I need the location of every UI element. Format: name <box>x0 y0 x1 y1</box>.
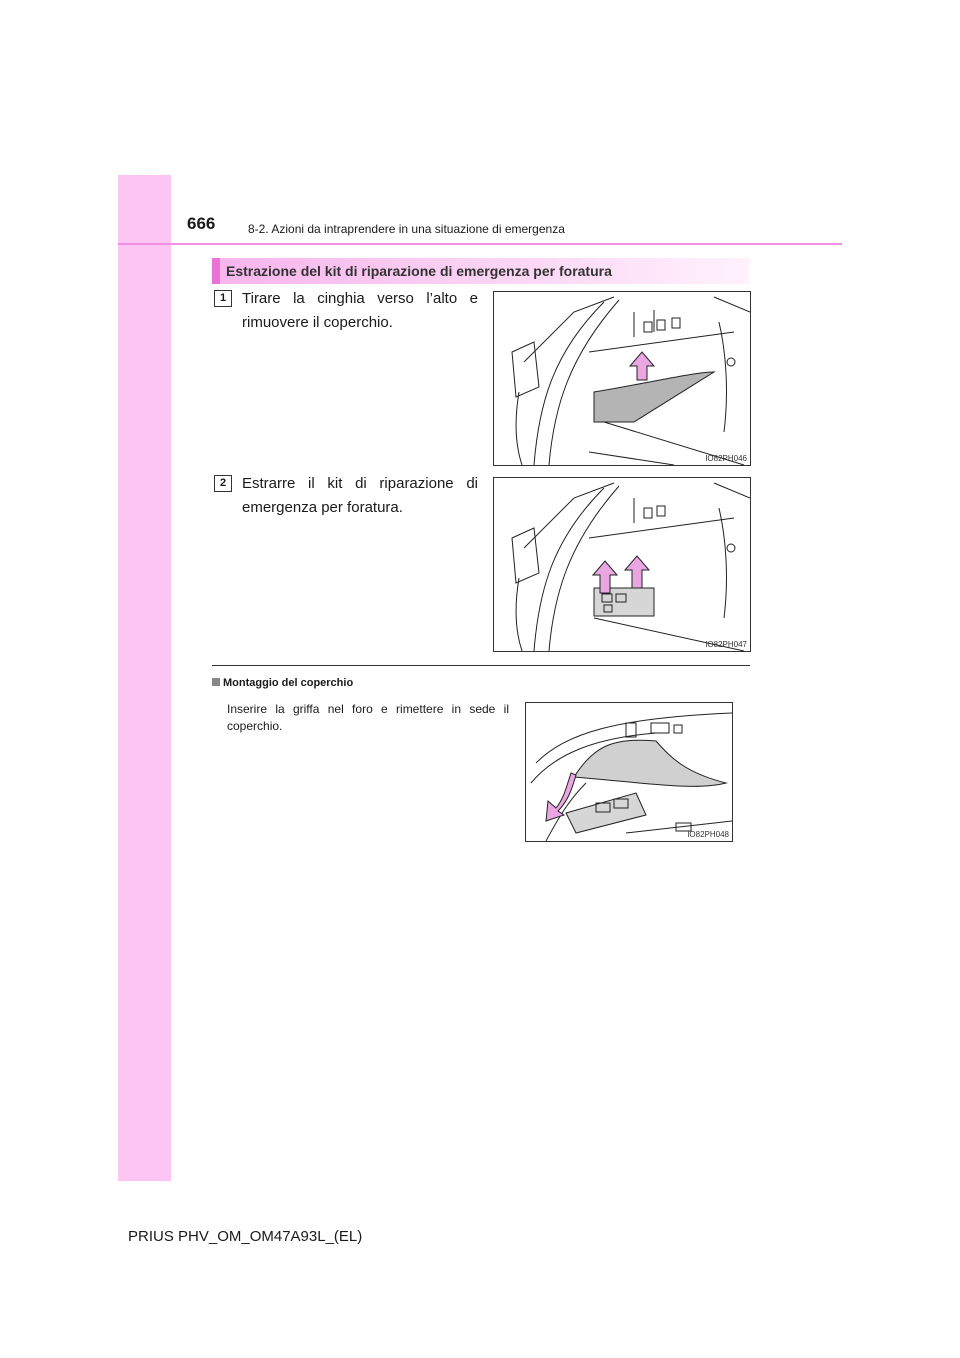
figure-extract-kit <box>493 477 751 652</box>
step-number-2: 2 <box>214 475 232 492</box>
header-rule <box>118 243 842 245</box>
trunk-illustration-2 <box>494 478 750 651</box>
section-title: Estrazione del kit di riparazione di emergenza per foratura <box>226 263 612 279</box>
subsection-text: Inserire la griffa nel foro e rimettere in sede il coperchio. <box>227 702 509 733</box>
section-marker <box>212 258 220 284</box>
step-1-text: Tirare la cinghia verso l’alto e rimuovere il coperchio. <box>242 290 478 331</box>
section-divider <box>212 665 750 666</box>
trunk-illustration-1 <box>494 292 750 465</box>
figure-code: IO82PH046 <box>705 454 747 463</box>
document-id: PRIUS PHV_OM_OM47A93L_(EL) <box>128 1228 363 1245</box>
side-band <box>118 175 171 1181</box>
figure-code: IO82PH048 <box>687 830 729 839</box>
step-number-1: 1 <box>214 290 232 307</box>
cover-illustration <box>526 703 732 841</box>
section-heading-bar <box>212 258 750 284</box>
square-bullet-icon <box>212 678 220 686</box>
figure-code: IO82PH047 <box>705 640 747 649</box>
figure-refit-cover <box>525 702 733 842</box>
chapter-title: 8-2. Azioni da intraprendere in una situazione di emergenza <box>248 222 565 236</box>
subsection-title: Montaggio del coperchio <box>223 677 354 689</box>
subsection-heading <box>212 677 353 689</box>
figure-remove-cover <box>493 291 751 466</box>
page-number: 666 <box>187 214 216 233</box>
step-2-text: Estrarre il kit di riparazione di emergenza per foratura. <box>242 475 478 516</box>
